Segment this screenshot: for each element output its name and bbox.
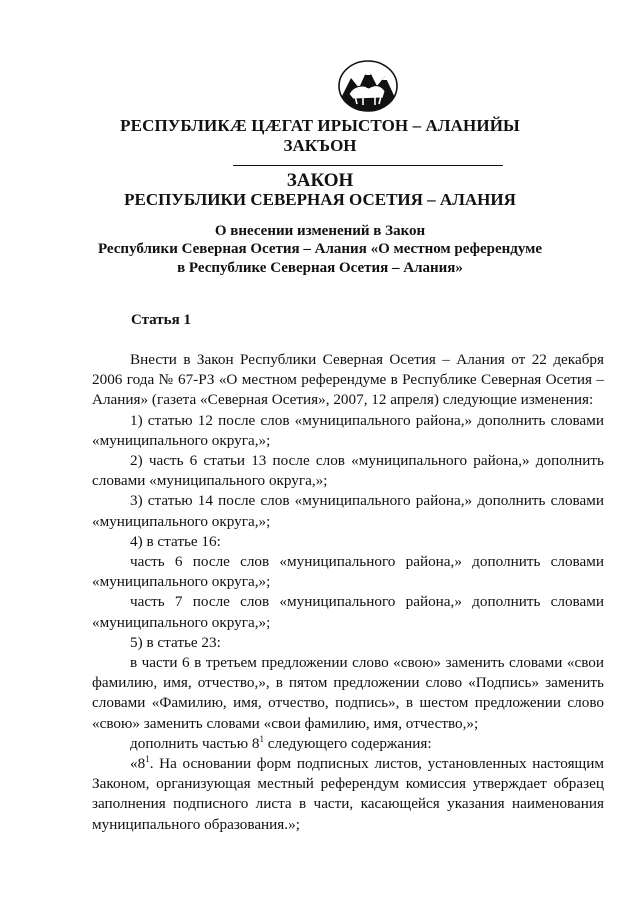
add-part-superscript: 1 bbox=[259, 733, 264, 744]
header-divider bbox=[233, 165, 503, 166]
law-title-russian: ЗАКОН bbox=[286, 170, 354, 191]
republic-name-russian: РЕСПУБЛИКИ СЕВЕРНАЯ ОСЕТИЯ – АЛАНИЯ bbox=[124, 190, 516, 209]
law-subject-line-1: О внесении изменений в Закон bbox=[214, 223, 426, 239]
quote-text: . На основании форм подписных листов, установленных настоящим Законом, организующая местный референдум комиссия утверждает образец заполнения подписного листа в части, касающейся указания наименования муниципального образования.»; bbox=[92, 755, 604, 833]
item-5-part-6: в части 6 в третьем предложении слово «свою» заменить словами «свои фамилию, имя, отчество,», в пятом предложении слово «Подпись» заменить словами «Фамилию, имя, отчество, подпись», в шестом предложении слово «свою» заменить словами «свои фамилию, имя, отчество,»; bbox=[92, 654, 604, 732]
item-4: 4) в статье 16: bbox=[130, 532, 221, 550]
law-body bbox=[92, 350, 604, 835]
item-5: 5) в статье 23: bbox=[130, 633, 221, 651]
intro-paragraph: Внести в Закон Республики Северная Осетия – Алания от 22 декабря 2006 года № 67-РЗ «О местном референдуме в Республике Северная Осетия – Алания» (газета «Северная Осетия», 2007, 12 апреля) следующие изменения: bbox=[92, 351, 604, 409]
article-title: Статья 1 bbox=[131, 312, 191, 328]
law-subject-line-3: в Республике Северная Осетия – Алания» bbox=[177, 260, 463, 276]
coat-of-arms-emblem bbox=[337, 58, 399, 112]
item-5-add-part bbox=[92, 734, 604, 754]
item-4-part-6: часть 6 после слов «муниципального района,» дополнить словами «муниципального округа,»; bbox=[92, 553, 604, 591]
item-2: 2) часть 6 статьи 13 после слов «муниципального района,» дополнить словами «муниципального округа,»; bbox=[92, 452, 604, 490]
quote-open: «8 bbox=[130, 755, 146, 773]
item-3: 3) статью 14 после слов «муниципального района,» дополнить словами «муниципального округа,»; bbox=[92, 492, 604, 530]
law-title-ossetian: ЗАКЪОН bbox=[283, 136, 357, 155]
item-4-part-7: часть 7 после слов «муниципального района,» дополнить словами «муниципального округа,»; bbox=[92, 593, 604, 631]
part-8-1-quote bbox=[92, 754, 604, 835]
republic-name-ossetian: РЕСПУБЛИКÆ ЦÆГАТ ИРЫСТОН – АЛАНИЙЫ bbox=[120, 116, 520, 135]
law-subject-line-2: Республики Северная Осетия – Алания «О местном референдуме bbox=[97, 241, 543, 257]
add-part-text: дополнить частью 8 bbox=[130, 734, 260, 752]
item-1: 1) статью 12 после слов «муниципального района,» дополнить словами «муниципального округа,»; bbox=[92, 411, 604, 449]
quote-superscript: 1 bbox=[145, 754, 150, 765]
add-part-tail: следующего содержания: bbox=[263, 734, 432, 752]
